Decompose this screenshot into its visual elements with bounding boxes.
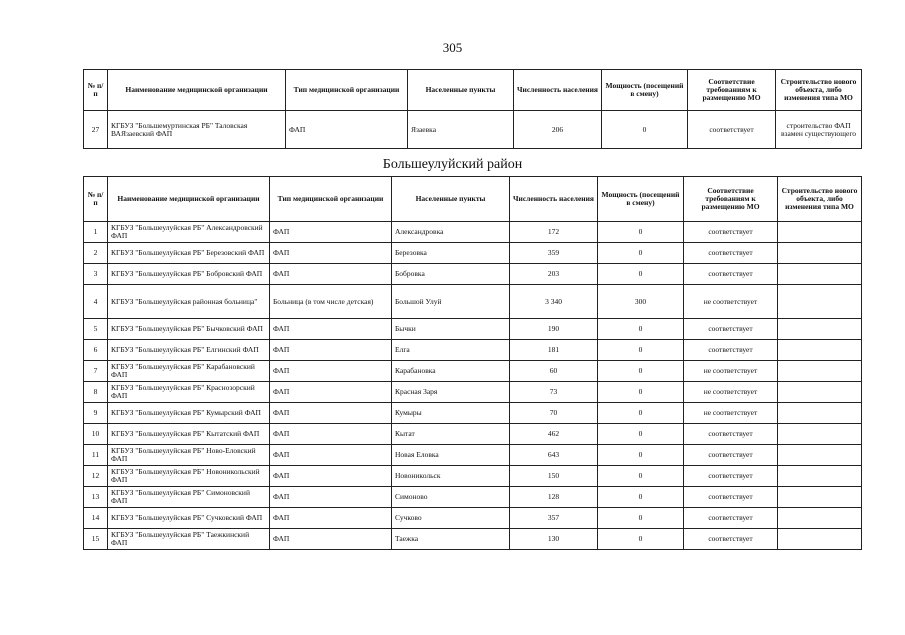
org-name: КГБУЗ "Большеулуйская РБ" Таежкинский ФАП — [108, 529, 270, 550]
table-row — [84, 445, 862, 466]
compliance: соответствует — [688, 111, 776, 149]
table-row — [84, 285, 862, 319]
capacity: 0 — [602, 111, 688, 149]
construction — [778, 382, 862, 403]
table-row — [84, 466, 862, 487]
compliance: не соответствует — [684, 361, 778, 382]
settlement: Карабановка — [392, 361, 510, 382]
district-title: Большеулуйский район — [382, 157, 523, 172]
settlement: Большой Улуй — [392, 285, 510, 319]
settlement: Березовка — [392, 243, 510, 264]
org-type: ФАП — [270, 403, 392, 424]
settlement: Новоникольск — [392, 466, 510, 487]
construction — [778, 403, 862, 424]
table-row — [84, 424, 862, 445]
compliance: не соответствует — [684, 382, 778, 403]
population: 643 — [510, 445, 598, 466]
compliance: соответствует — [684, 529, 778, 550]
header-cell: Наименование медицинской организации — [108, 70, 286, 111]
settlement: Новая Еловка — [392, 445, 510, 466]
construction — [778, 243, 862, 264]
table-row — [84, 403, 862, 424]
org-type: ФАП — [270, 382, 392, 403]
org-type: ФАП — [270, 529, 392, 550]
row-number: 8 — [84, 382, 108, 403]
org-type: ФАП — [270, 243, 392, 264]
settlement: Язаевка — [408, 111, 514, 149]
row-number: 3 — [84, 264, 108, 285]
table-row — [84, 361, 862, 382]
row-number: 7 — [84, 361, 108, 382]
population: 181 — [510, 340, 598, 361]
capacity: 0 — [598, 487, 684, 508]
row-number: 1 — [84, 222, 108, 243]
construction — [778, 340, 862, 361]
table-row — [84, 529, 862, 550]
org-type: Больница (в том числе детская) — [270, 285, 392, 319]
capacity: 300 — [598, 285, 684, 319]
table-row — [84, 340, 862, 361]
table-row — [84, 111, 862, 149]
settlement: Александровка — [392, 222, 510, 243]
capacity: 0 — [598, 361, 684, 382]
compliance: соответствует — [684, 340, 778, 361]
table-row — [84, 243, 862, 264]
construction — [778, 529, 862, 550]
header-cell: Мощность (посещений в смену) — [602, 70, 688, 111]
settlement: Сучково — [392, 508, 510, 529]
construction — [778, 222, 862, 243]
row-number: 9 — [84, 403, 108, 424]
org-type: ФАП — [270, 508, 392, 529]
capacity: 0 — [598, 424, 684, 445]
construction — [778, 466, 862, 487]
construction: строительство ФАП взамен существующего — [776, 111, 862, 149]
org-type: ФАП — [270, 466, 392, 487]
row-number: 10 — [84, 424, 108, 445]
header-cell: Численность населения — [514, 70, 602, 111]
org-name: КГБУЗ "Большеулуйская РБ" Ново-Еловский ФАП — [108, 445, 270, 466]
settlement: Симоново — [392, 487, 510, 508]
district-table — [83, 176, 862, 550]
org-type: ФАП — [286, 111, 408, 149]
population: 130 — [510, 529, 598, 550]
compliance: соответствует — [684, 264, 778, 285]
continued-table — [83, 69, 862, 149]
header-cell: Населенные пункты — [392, 177, 510, 222]
settlement: Кытат — [392, 424, 510, 445]
compliance: соответствует — [684, 466, 778, 487]
header-cell: Строительство нового объекта, либо изменения типа МО — [778, 177, 862, 222]
population: 462 — [510, 424, 598, 445]
population: 73 — [510, 382, 598, 403]
construction — [778, 424, 862, 445]
row-number: 2 — [84, 243, 108, 264]
compliance: соответствует — [684, 243, 778, 264]
settlement: Кумыры — [392, 403, 510, 424]
capacity: 0 — [598, 264, 684, 285]
population: 359 — [510, 243, 598, 264]
table-row — [84, 382, 862, 403]
org-name: КГБУЗ "Большеулуйская РБ" Новоникольский ФАП — [108, 466, 270, 487]
header-cell: Мощность (посещений в смену) — [598, 177, 684, 222]
construction — [778, 361, 862, 382]
construction — [778, 319, 862, 340]
population: 206 — [514, 111, 602, 149]
capacity: 0 — [598, 466, 684, 487]
capacity: 0 — [598, 529, 684, 550]
org-name: КГБУЗ "Большеулуйская РБ" Елгинский ФАП — [108, 340, 270, 361]
compliance: соответствует — [684, 487, 778, 508]
org-type: ФАП — [270, 222, 392, 243]
row-number: 15 — [84, 529, 108, 550]
capacity: 0 — [598, 403, 684, 424]
row-number: 4 — [84, 285, 108, 319]
population: 203 — [510, 264, 598, 285]
construction — [778, 445, 862, 466]
header-cell: № п/п — [84, 70, 108, 111]
table-row — [84, 508, 862, 529]
table-row — [84, 487, 862, 508]
settlement: Таежка — [392, 529, 510, 550]
header-cell: Тип медицинской организации — [270, 177, 392, 222]
header-cell: Тип медицинской организации — [286, 70, 408, 111]
row-number: 27 — [84, 111, 108, 149]
org-name: КГБУЗ "Большеулуйская районная больница" — [108, 285, 270, 319]
row-number: 14 — [84, 508, 108, 529]
population: 70 — [510, 403, 598, 424]
settlement: Бычки — [392, 319, 510, 340]
org-name: КГБУЗ "Большеулуйская РБ" Кумырский ФАП — [108, 403, 270, 424]
table-header-row — [84, 177, 862, 222]
table-row — [84, 264, 862, 285]
table-row — [84, 319, 862, 340]
population: 3 340 — [510, 285, 598, 319]
capacity: 0 — [598, 340, 684, 361]
settlement: Красная Заря — [392, 382, 510, 403]
org-name: КГБУЗ "Большеулуйская РБ" Сучковский ФАП — [108, 508, 270, 529]
header-cell: Населенные пункты — [408, 70, 514, 111]
population: 60 — [510, 361, 598, 382]
org-type: ФАП — [270, 264, 392, 285]
capacity: 0 — [598, 508, 684, 529]
compliance: не соответствует — [684, 403, 778, 424]
population: 150 — [510, 466, 598, 487]
org-type: ФАП — [270, 424, 392, 445]
capacity: 0 — [598, 243, 684, 264]
org-name: КГБУЗ "Большеулуйская РБ" Бычковский ФАП — [108, 319, 270, 340]
org-type: ФАП — [270, 319, 392, 340]
compliance: соответствует — [684, 445, 778, 466]
compliance: соответствует — [684, 424, 778, 445]
header-cell: Численность населения — [510, 177, 598, 222]
row-number: 11 — [84, 445, 108, 466]
capacity: 0 — [598, 222, 684, 243]
population: 172 — [510, 222, 598, 243]
org-name: КГБУЗ "Большеулуйская РБ" Кытатский ФАП — [108, 424, 270, 445]
compliance: соответствует — [684, 222, 778, 243]
org-type: ФАП — [270, 487, 392, 508]
construction — [778, 508, 862, 529]
row-number: 13 — [84, 487, 108, 508]
org-name: КГБУЗ "Большеулуйская РБ" Березовский ФАП — [108, 243, 270, 264]
header-cell: № п/п — [84, 177, 108, 222]
org-type: ФАП — [270, 361, 392, 382]
row-number: 12 — [84, 466, 108, 487]
table-row — [84, 222, 862, 243]
org-name: КГБУЗ "Большеулуйская РБ" Александровский ФАП — [108, 222, 270, 243]
org-type: ФАП — [270, 340, 392, 361]
capacity: 0 — [598, 382, 684, 403]
compliance: не соответствует — [684, 285, 778, 319]
compliance: соответствует — [684, 508, 778, 529]
row-number: 5 — [84, 319, 108, 340]
org-name: КГБУЗ "Большеулуйская РБ" Карабановский ФАП — [108, 361, 270, 382]
page-number: 305 — [442, 40, 463, 55]
population: 190 — [510, 319, 598, 340]
settlement: Елга — [392, 340, 510, 361]
row-number: 6 — [84, 340, 108, 361]
population: 128 — [510, 487, 598, 508]
org-name: КГБУЗ "Большеулуйская РБ" Бобровский ФАП — [108, 264, 270, 285]
header-cell: Строительство нового объекта, либо изменения типа МО — [776, 70, 862, 111]
construction — [778, 487, 862, 508]
header-cell: Соответствие требованиям к размещению МО — [684, 177, 778, 222]
capacity: 0 — [598, 445, 684, 466]
construction — [778, 264, 862, 285]
capacity: 0 — [598, 319, 684, 340]
org-name: КГБУЗ "Большеулуйская РБ" Краснозорский ФАП — [108, 382, 270, 403]
settlement: Бобровка — [392, 264, 510, 285]
construction — [778, 285, 862, 319]
population: 357 — [510, 508, 598, 529]
table-header-row — [84, 70, 862, 111]
header-cell: Наименование медицинской организации — [108, 177, 270, 222]
header-cell: Соответствие требованиям к размещению МО — [688, 70, 776, 111]
org-name: КГБУЗ "Большемуртинская РБ" Таловская ВАЯзаевский ФАП — [108, 111, 286, 149]
compliance: соответствует — [684, 319, 778, 340]
org-name: КГБУЗ "Большеулуйская РБ" Симоновский ФАП — [108, 487, 270, 508]
org-type: ФАП — [270, 445, 392, 466]
